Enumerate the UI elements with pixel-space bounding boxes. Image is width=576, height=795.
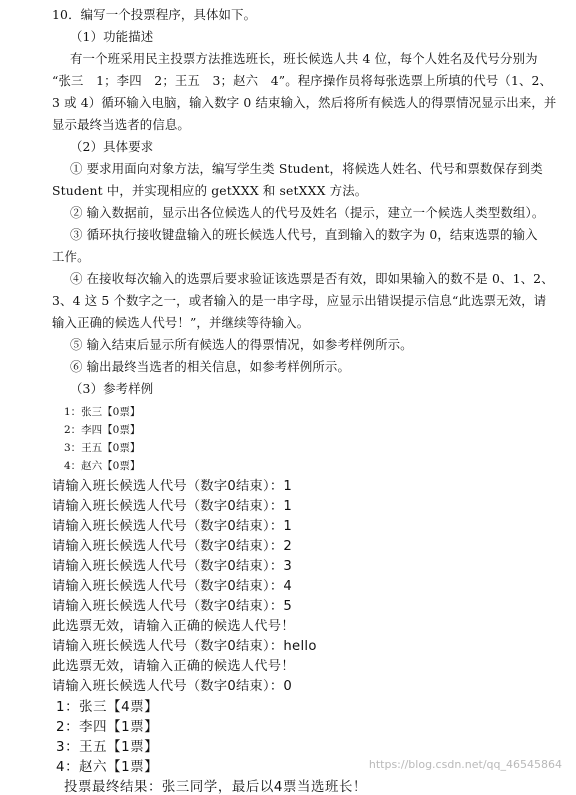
section-1-line: 显示最终当选者的信息。 xyxy=(52,117,190,132)
result-line: 1：张三【4票】 xyxy=(56,700,159,715)
section-1-line: 3 或 4）循环输入电脑，输入数字 0 结束输入，然后将所有候选人的得票情况显示出来，并 xyxy=(52,95,557,110)
console-line: 请输入班长候选人代号（数字0结束）：1 xyxy=(52,499,293,514)
requirement-line: 工作。 xyxy=(52,249,90,264)
requirement-line: ② 输入数据前，显示出各位候选人的代号及姓名（提示，建立一个候选人类型数组）。 xyxy=(70,205,545,220)
result-line: 3：王五【1票】 xyxy=(56,740,159,755)
console-line: 请输入班长候选人代号（数字0结束）：1 xyxy=(52,519,293,534)
requirement-line: ④ 在接收每次输入的选票后要求验证该选票是否有效，即如果输入的数不是 0、1、2、 xyxy=(70,271,554,286)
console-line: 此选票无效，请输入正确的候选人代号！ xyxy=(52,659,295,674)
requirement-line: Student 中，并实现相应的 getXXX 和 setXXX 方法。 xyxy=(52,183,368,198)
watermark-text: https://blog.csdn.net/qq_46545864 xyxy=(368,758,562,771)
sample-candidate-line: 4：赵六【0票】 xyxy=(64,460,141,472)
result-line: 2：李四【1票】 xyxy=(56,720,159,735)
section-2-heading: （2）具体要求 xyxy=(70,139,154,154)
sample-candidate-line: 1：张三【0票】 xyxy=(64,406,141,418)
console-line: 请输入班长候选人代号（数字0结束）：1 xyxy=(52,479,293,494)
console-line: 请输入班长候选人代号（数字0结束）：5 xyxy=(52,599,293,614)
console-line: 请输入班长候选人代号（数字0结束）：2 xyxy=(52,539,293,554)
console-line: 请输入班长候选人代号（数字0结束）：3 xyxy=(52,559,293,574)
sample-candidate-line: 3：王五【0票】 xyxy=(64,442,141,454)
final-result-line: 投票最终结果：张三同学，最后以4票当选班长！ xyxy=(64,780,367,795)
result-line: 4：赵六【1票】 xyxy=(56,760,159,775)
console-line: 此选票无效，请输入正确的候选人代号！ xyxy=(52,619,295,634)
section-1-line: “张三 1；李四 2；王五 3；赵六 4”。程序操作员将每张选票上所填的代号（1、2、 xyxy=(52,73,553,88)
console-line: 请输入班长候选人代号（数字0结束）：hello xyxy=(52,639,317,654)
exercise-title: 10．编写一个投票程序，具体如下。 xyxy=(52,7,257,22)
section-1-heading: （1）功能描述 xyxy=(70,29,154,44)
requirement-line: ⑤ 输入结束后显示所有候选人的得票情况，如参考样例所示。 xyxy=(70,337,413,352)
requirement-line: 3、4 这 5 个数字之一，或者输入的是一串字母，应显示出错误提示信息“此选票无效，请 xyxy=(52,293,547,308)
requirement-line: 输入正确的候选人代号！”，并继续等待输入。 xyxy=(52,315,310,330)
section-1-line: 有一个班采用民主投票方法推选班长，班长候选人共 4 位，每个人姓名及代号分别为 xyxy=(70,51,538,66)
requirement-line: ⑥ 输出最终当选者的相关信息，如参考样例所示。 xyxy=(70,359,350,374)
sample-candidate-line: 2：李四【0票】 xyxy=(64,424,141,436)
console-line: 请输入班长候选人代号（数字0结束）：0 xyxy=(52,679,293,694)
console-line: 请输入班长候选人代号（数字0结束）：4 xyxy=(52,579,293,594)
requirement-line: ① 要求用面向对象方法，编写学生类 Student，将候选人姓名、代号和票数保存到类 xyxy=(70,161,543,176)
section-3-heading: （3）参考样例 xyxy=(70,381,154,396)
requirement-line: ③ 循环执行接收键盘输入的班长候选人代号，直到输入的数字为 0，结束选票的输入 xyxy=(70,227,538,242)
